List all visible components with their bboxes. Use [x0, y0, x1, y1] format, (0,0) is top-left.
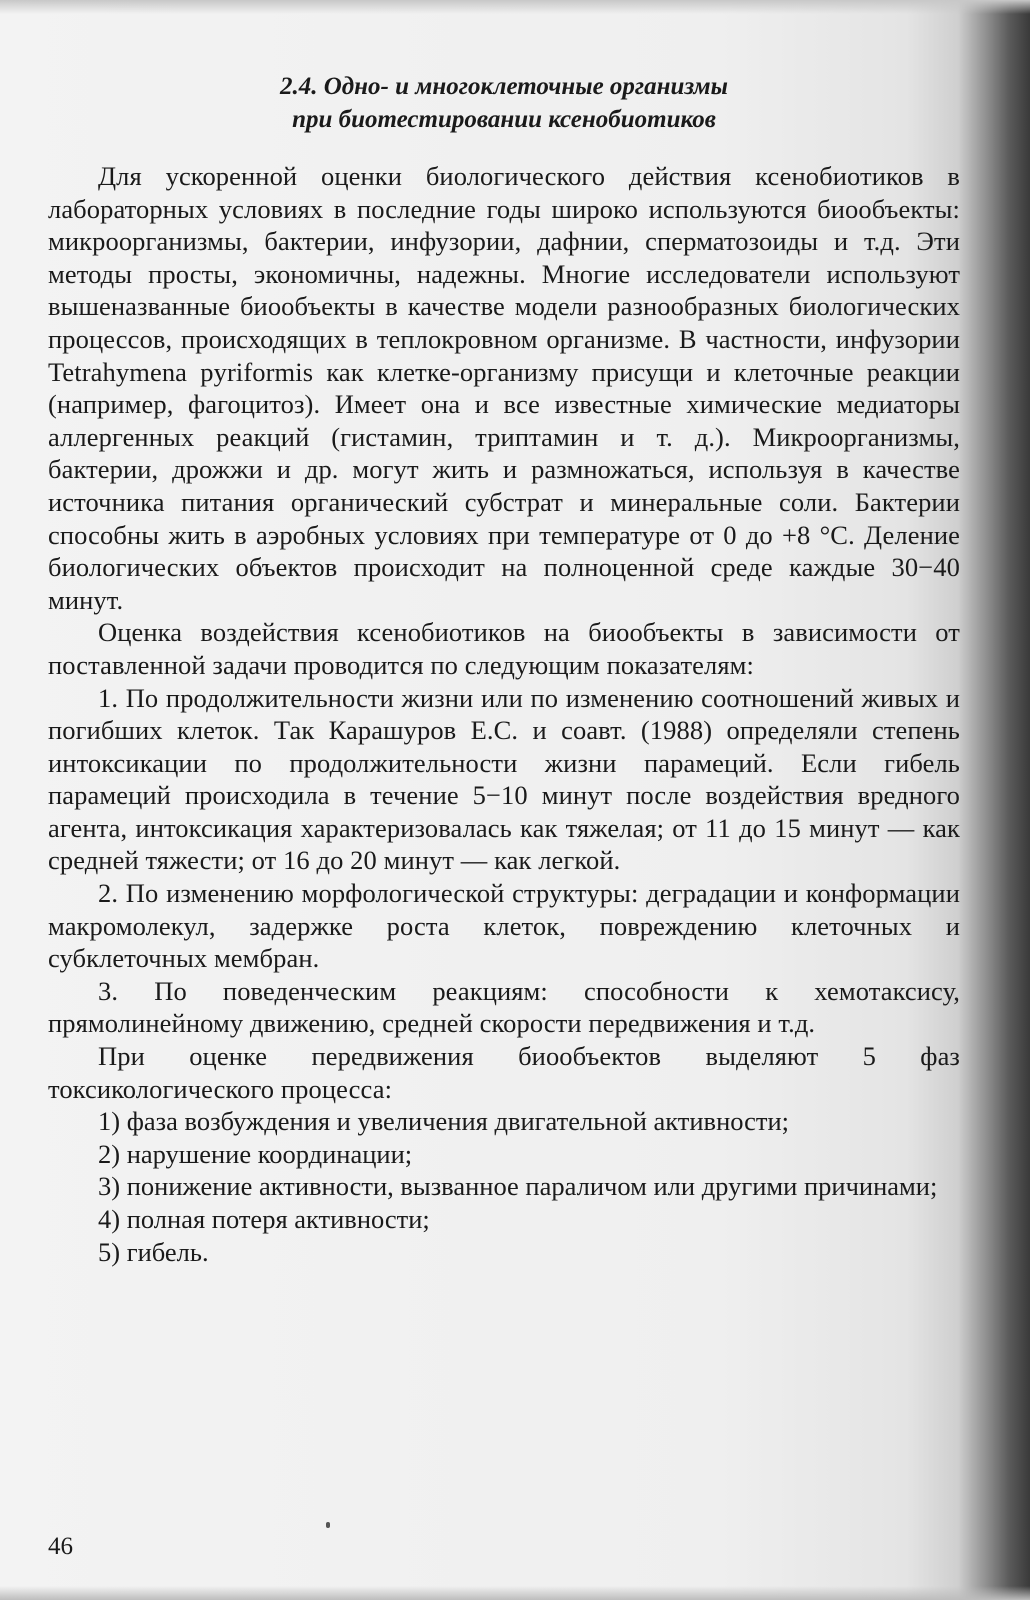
list-item: 2) нарушение координации; — [98, 1138, 413, 1169]
list-item: 1) фаза возбуждения и увеличения двигательной активности; — [98, 1106, 790, 1137]
list-item: 5) гибель. — [98, 1236, 209, 1267]
page-content — [48, 70, 960, 1268]
section-heading — [48, 70, 960, 136]
paragraph-criterion-1: 1. По продолжительности жизни или по изменению соотношений живых и погибших клеток. Так Карашуров Е.С. и соавт. (1988) определяли степень интоксикации по продолжительности жизни парамеций. Если гибель парамеций происходила в течение 5−10 минут после воздействия вредного агента, интоксикация характеризовалась как тяжелая; от 11 до 15 минут — как средней тяжести; от 16 до 20 минут — как легкой. — [48, 682, 960, 876]
page-bottom-shadow — [0, 1586, 1030, 1600]
page-number: 46 — [48, 1533, 73, 1560]
paragraph-criterion-2: 2. По изменению морфологической структуры: деградации и конформации макромолекул, задержке роста клеток, повреждению клеточных и субклеточных мембран. — [48, 878, 960, 974]
paragraph-criteria: Оценка воздействия ксенобиотиков на биообъекты в зависимости от поставленной задачи проводится по следующим показателям: — [48, 617, 960, 680]
section-heading-line-1: 2.4. Одно- и многоклеточные организмы — [279, 73, 729, 100]
paragraph-intro: Для ускоренной оценки биологического действия ксенобиотиков в лабораторных условиях в последние годы широко используются биообъекты: микроорганизмы, бактерии, инфузории, дафнии, сперматозоиды и т.д. Эти методы просты, экономичны, надежны. Многие исследователи используют вышеназванные биообъекты в качестве модели разнообразных биологических процессов, происходящих в теплокровном организме. В частности, инфузории Tetrahymena pyriformis как клетке-организму присущи и клеточные реакции (например, фагоцитоз). Имеет она и все известные химические медиаторы аллергенных реакций (гистамин, триптамин и т. д.). Микроорганизмы, бактерии, дрожжи и др. могут жить и размножаться, используя в качестве источника питания органический субстрат и минеральные соли. Бактерии способны жить в аэробных условиях при температуре от 0 до +8 °С. Деление биологических объектов происходит на полноценной среде каждые 30−40 минут. — [48, 161, 960, 615]
list-item: 3) понижение активности, вызванное параличом или другими причинами; — [98, 1171, 938, 1202]
phases-list — [48, 1105, 960, 1268]
print-speck — [326, 1522, 330, 1528]
paragraph-criterion-3: 3. По поведенческим реакциям: способности к хемотаксису, прямолинейному движению, средней скорости передвижения и т.д. — [48, 975, 960, 1039]
paragraph-phases-intro: При оценке передвижения биообъектов выделяют 5 фаз токсикологического процесса: — [48, 1041, 960, 1104]
list-item: 4) полная потеря активности; — [98, 1204, 430, 1234]
page-top-shadow — [0, 0, 1030, 14]
section-heading-line-2: при биотестировании ксенобиотиков — [292, 106, 716, 133]
